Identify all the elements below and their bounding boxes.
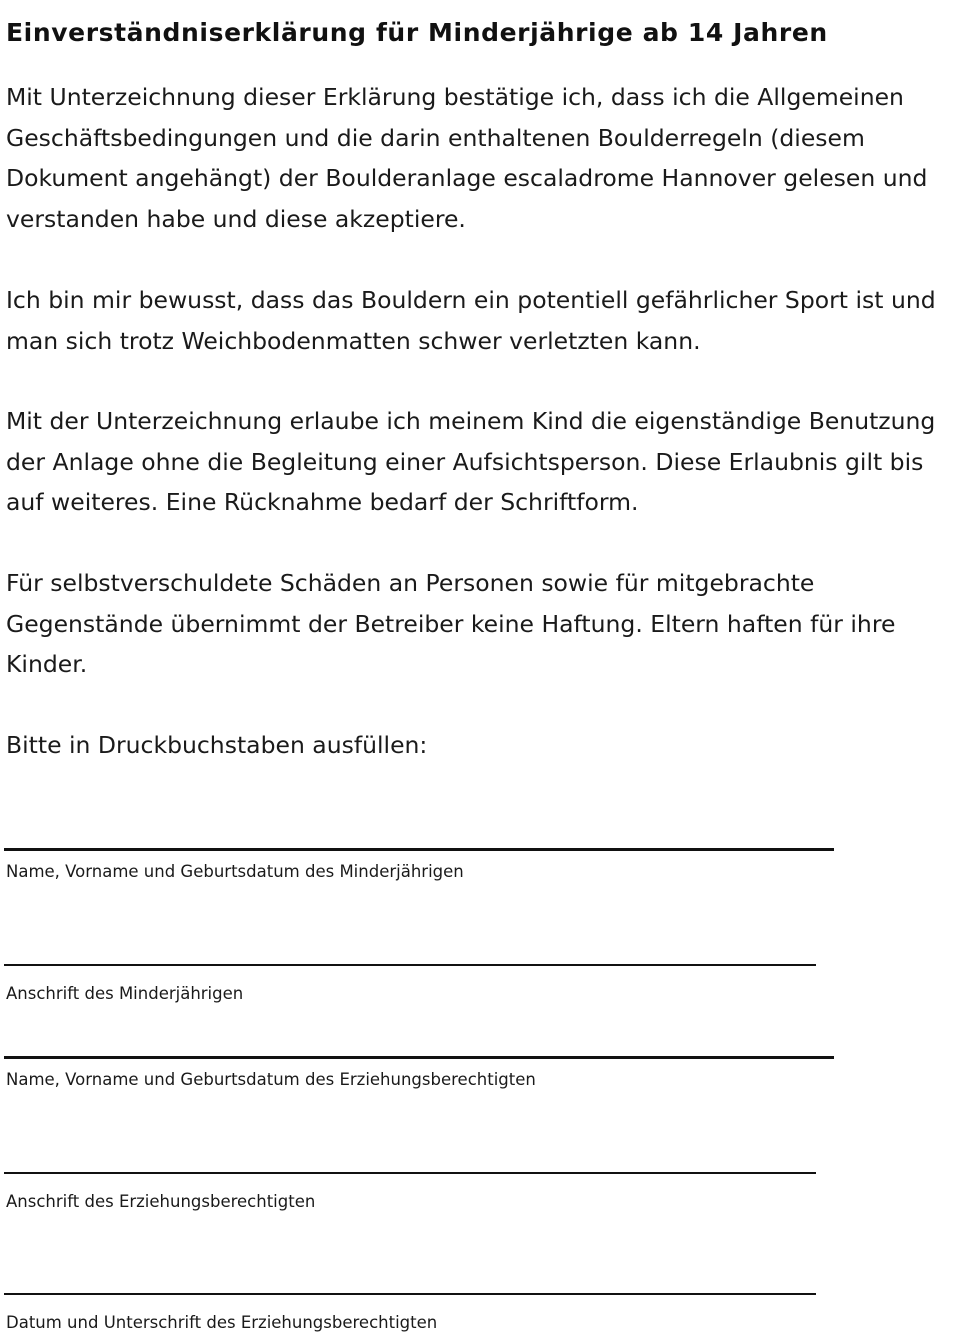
field-label-minor-address: Anschrift des Minderjährigen <box>6 984 244 1003</box>
signature-line-minor-name[interactable] <box>4 848 834 851</box>
fill-instruction: Bitte in Druckbuchstaben ausfüllen: <box>6 731 428 759</box>
signature-line-guardian-name[interactable] <box>4 1056 834 1059</box>
field-label-guardian-address: Anschrift des Erziehungsberechtigten <box>6 1192 316 1211</box>
paragraph-risk-awareness: Ich bin mir bewusst, dass das Bouldern ein potentiell gefährlicher Sport ist und man sich trotz Weichbodenmatten schwer verletzten kann. <box>6 286 936 355</box>
signature-line-guardian-address[interactable] <box>4 1172 816 1174</box>
document-title: Einverständniserklärung für Minderjährige ab 14 Jahren <box>6 17 828 47</box>
signature-line-minor-address[interactable] <box>4 964 816 966</box>
field-label-date-signature: Datum und Unterschrift des Erziehungsberechtigten <box>6 1313 438 1332</box>
field-label-guardian-name: Name, Vorname und Geburtsdatum des Erziehungsberechtigten <box>6 1070 536 1089</box>
field-label-minor-name: Name, Vorname und Geburtsdatum des Minderjährigen <box>6 862 464 881</box>
paragraph-liability: Für selbstverschuldete Schäden an Personen sowie für mitgebrachte Gegenstände übernimmt der Betreiber keine Haftung. Eltern haften für ihre Kinder. <box>6 569 896 678</box>
paragraph-terms-acceptance: Mit Unterzeichnung dieser Erklärung bestätige ich, dass ich die Allgemeinen Geschäftsbedingungen und die darin enthaltenen Boulderregeln (diesem Dokument angehängt) der Boulderanlage escaladrome Hannover gelesen und verstanden habe und diese akzeptiere. <box>6 83 928 233</box>
signature-line-date-signature[interactable] <box>4 1293 816 1295</box>
paragraph-unsupervised-permission: Mit der Unterzeichnung erlaube ich meinem Kind die eigenständige Benutzung der Anlage ohne die Begleitung einer Aufsichtsperson. Diese Erlaubnis gilt bis auf weiteres. Eine Rücknahme bedarf der Schriftform. <box>6 407 936 516</box>
